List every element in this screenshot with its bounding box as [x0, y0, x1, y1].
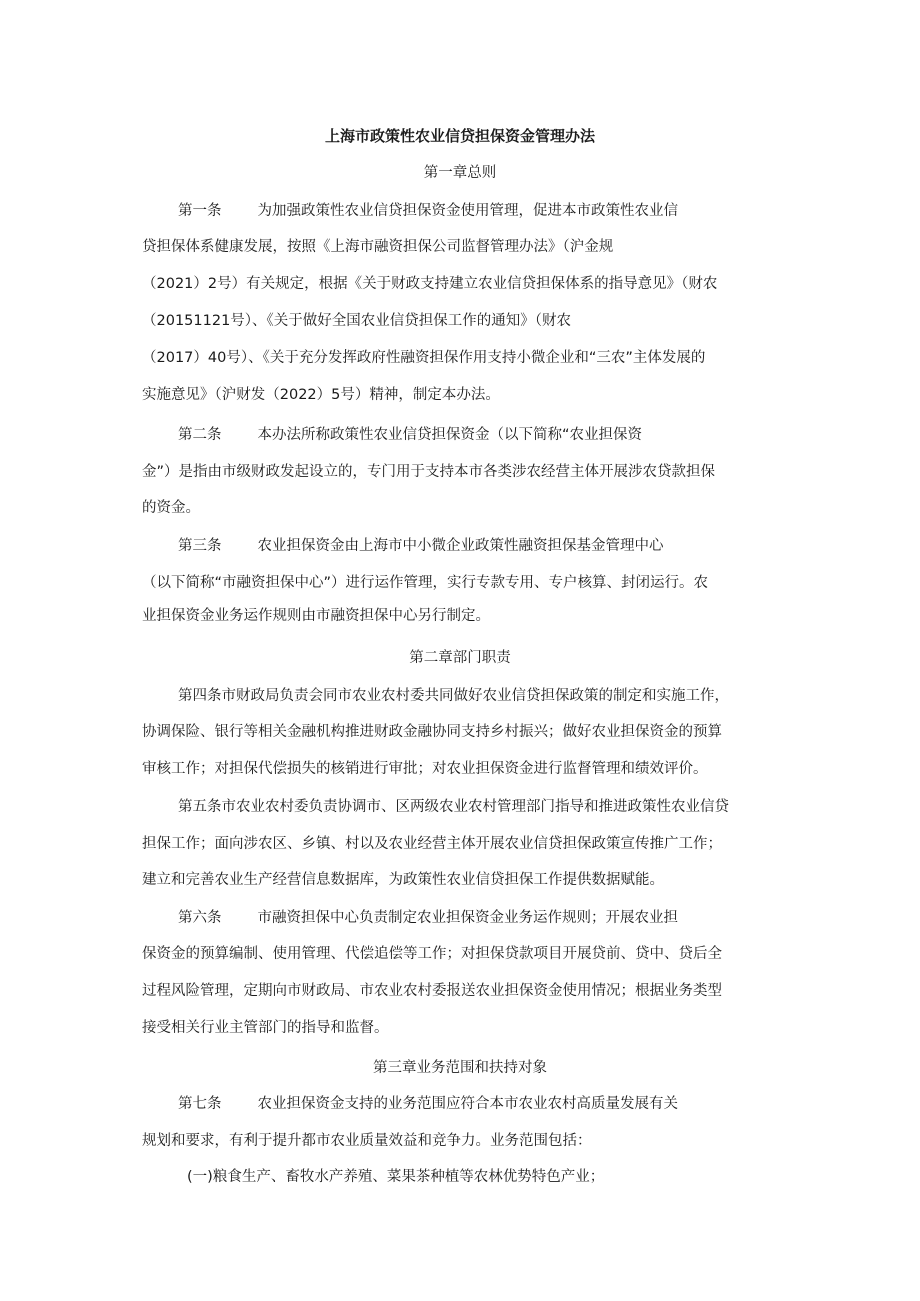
article-7-label: 第七条 — [178, 1096, 222, 1112]
article-1-line-3: （2021）2号）有关规定，根据《关于财政支持建立农业信贷担保体系的指导意见》（财农 — [142, 276, 718, 292]
article-2-label: 第二条 — [178, 427, 222, 443]
article-4-line-2: 协调保险、银行等相关金融机构推进财政金融协同支持乡村振兴；做好农业担保资金的预算 — [142, 724, 722, 740]
article-5-line-2: 担保工作；面向涉农区、乡镇、村以及农业经营主体开展农业信贷担保政策宣传推广工作； — [142, 836, 722, 852]
article-6-line-2: 保资金的预算编制、使用管理、代偿追偿等工作；对担保贷款项目开展贷前、贷中、贷后全 — [142, 946, 722, 962]
article-4-line-1: 第四条市财政局负责会同市农业农村委共同做好农业信贷担保政策的制定和实施工作， — [178, 688, 729, 704]
article-7-line-1 — [178, 1094, 788, 1114]
article-2-line-2: 金”）是指由市级财政发起设立的，专门用于支持本市各类涉农经营主体开展涉农贷款担保 — [142, 464, 716, 480]
article-6-label: 第六条 — [178, 910, 222, 926]
article-1-text-1: 为加强政策性农业信贷担保资金使用管理，促进本市政策性农业信 — [257, 203, 678, 219]
article-3-line-3: 业担保资金业务运作规则由市融资担保中心另行制定。 — [142, 608, 490, 624]
article-2-line-1 — [178, 425, 788, 445]
article-2-text-1: 本办法所称政策性农业信贷担保资金（以下简称“农业担保资 — [257, 427, 643, 443]
article-3-line-1 — [178, 536, 788, 556]
article-2-line-3: 的资金。 — [142, 500, 200, 516]
article-7-text-1: 农业担保资金支持的业务范围应符合本市农业农村高质量发展有关 — [257, 1096, 678, 1112]
article-6-line-4: 接受相关行业主管部门的指导和监督。 — [142, 1020, 389, 1036]
article-5-line-3: 建立和完善农业生产经营信息数据库，为政策性农业信贷担保工作提供数据赋能。 — [142, 872, 664, 888]
article-7-item-1: (一)粮食生产、畜牧水产养殖、菜果茶种植等农林优势特色产业； — [187, 1169, 605, 1185]
article-7-line-2: 规划和要求，有利于提升都市农业质量效益和竞争力。业务范围包括： — [142, 1133, 592, 1149]
article-1-line-6: 实施意见》（沪财发（2022）5号）精神，制定本办法。 — [142, 387, 500, 403]
document-title: 上海市政策性农业信贷担保资金管理办法 — [324, 127, 595, 145]
chapter-heading-3: 第三章业务范围和扶持对象 — [373, 1060, 547, 1076]
article-4-line-3: 审核工作；对担保代偿损失的核销进行审批；对农业担保资金进行监督管理和绩效评价。 — [142, 761, 708, 777]
article-6-text-1: 市融资担保中心负责制定农业担保资金业务运作规则；开展农业担 — [257, 910, 678, 926]
chapter-heading-2: 第二章部门职责 — [409, 650, 511, 666]
chapter-heading-1: 第一章总则 — [423, 165, 497, 181]
article-6-line-1 — [178, 908, 788, 928]
article-3-text-1: 农业担保资金由上海市中小微企业政策性融资担保基金管理中心 — [257, 538, 664, 554]
article-3-label: 第三条 — [178, 538, 222, 554]
article-1-line-5: （2017）40号）、《关于充分发挥政府性融资担保作用支持小微企业和“三农”主体发展的 — [142, 350, 706, 366]
article-5-line-1: 第五条市农业农村委负责协调市、区两级农业农村管理部门指导和推进政策性农业信贷 — [178, 799, 729, 815]
article-3-line-2: （以下简称“市融资担保中心”）进行运作管理，实行专款专用、专户核算、封闭运行。农 — [142, 575, 709, 591]
article-6-line-3: 过程风险管理，定期向市财政局、市农业农村委报送农业担保资金使用情况；根据业务类型 — [142, 983, 722, 999]
article-1-line-1 — [178, 201, 788, 221]
article-1-line-2: 贷担保体系健康发展，按照《上海市融资担保公司监督管理办法》（沪金规 — [142, 239, 614, 255]
article-1-line-4: （20151121号）、《关于做好全国农业信贷担保工作的通知》（财农 — [142, 313, 572, 329]
article-1-label: 第一条 — [178, 203, 222, 219]
